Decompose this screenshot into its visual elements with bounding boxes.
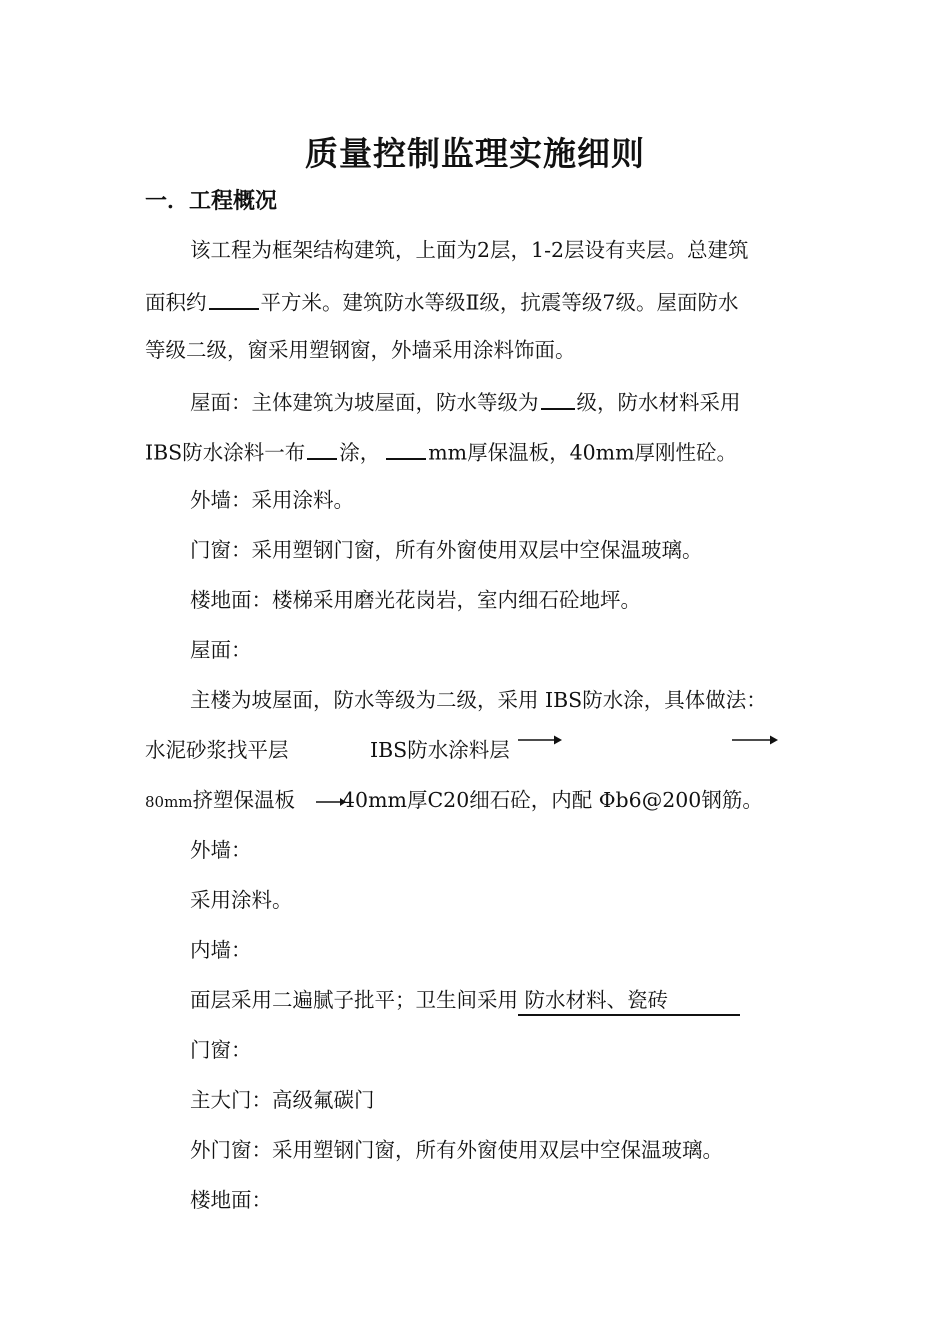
text: 面积约 — [145, 290, 207, 315]
overview-paragraph-line — [145, 286, 738, 317]
overview-paragraph-line — [145, 336, 576, 364]
main-door: 主大门：高级氟碳门 — [190, 1088, 375, 1112]
roof-layer-line — [145, 786, 295, 816]
text: 级，防水材料采用 — [576, 390, 741, 415]
doors-windows-overview: 门窗：采用塑钢门窗，所有外窗使用双层中空保温玻璃。 — [190, 538, 703, 562]
underlined-text: 防水材料、瓷砖 — [518, 986, 740, 1016]
fill-blank — [307, 436, 337, 460]
interior-wall-label: 内墙： — [190, 938, 252, 962]
text: 平方米。建筑防水等级Ⅱ级，抗震等级7级。屋面防水 — [260, 290, 739, 315]
fill-blank — [541, 386, 575, 410]
exterior-wall-desc: 采用涂料。 — [190, 888, 293, 912]
fill-blank — [386, 436, 426, 460]
fill-blank — [209, 286, 259, 310]
roof-description: 主楼为坡屋面，防水等级为二级，采用 IBS防水涂，具体做法： — [190, 688, 767, 712]
roof-overview-line — [190, 386, 741, 417]
text: 涂， — [339, 440, 381, 465]
floor-label: 楼地面： — [190, 1188, 272, 1212]
interior-wall-desc — [190, 986, 740, 1016]
floor-overview: 楼地面：楼梯采用磨光花岗岩，室内细石砼地坪。 — [190, 588, 641, 612]
layer-4: 40mm厚C20细石砼，内配 Φb6@200钢筋。 — [342, 788, 763, 812]
arrow-right-icon — [518, 733, 562, 747]
roof-layer-line — [145, 736, 289, 764]
section-heading: 一．工程概况 — [145, 189, 278, 214]
exterior-wall-label: 外墙： — [190, 838, 252, 862]
text: IBS防水涂料一布 — [145, 440, 306, 465]
text: mm厚保温板，40mm厚刚性砼。 — [428, 440, 738, 465]
arrow-right-icon — [732, 733, 778, 747]
roof-label: 屋面： — [190, 638, 252, 662]
document-title: 质量控制监理实施细则 — [305, 134, 645, 173]
layer-3: 挤塑保温板 — [192, 788, 296, 812]
exterior-wall-overview: 外墙：采用涂料。 — [190, 488, 354, 512]
text: 面层采用二遍腻子批平；卫生间采用 — [190, 988, 518, 1012]
text: 等级二级，窗采用塑钢窗，外墙采用涂料饰面。 — [145, 338, 576, 362]
overview-paragraph-line — [190, 236, 749, 264]
doors-label: 门窗： — [190, 1038, 252, 1062]
layer-1: 水泥砂浆找平层 — [145, 738, 289, 762]
layer-3-prefix: 80mm — [145, 793, 193, 811]
text: 该工程为框架结构建筑，上面为2层，1-2层设有夹层。总建筑 — [190, 238, 749, 262]
roof-overview-line — [145, 436, 737, 467]
layer-2: IBS防水涂料层 — [370, 738, 510, 762]
text: 屋面：主体建筑为坡屋面，防水等级为 — [190, 390, 539, 415]
exterior-doors: 外门窗：采用塑钢门窗，所有外窗使用双层中空保温玻璃。 — [190, 1138, 723, 1162]
